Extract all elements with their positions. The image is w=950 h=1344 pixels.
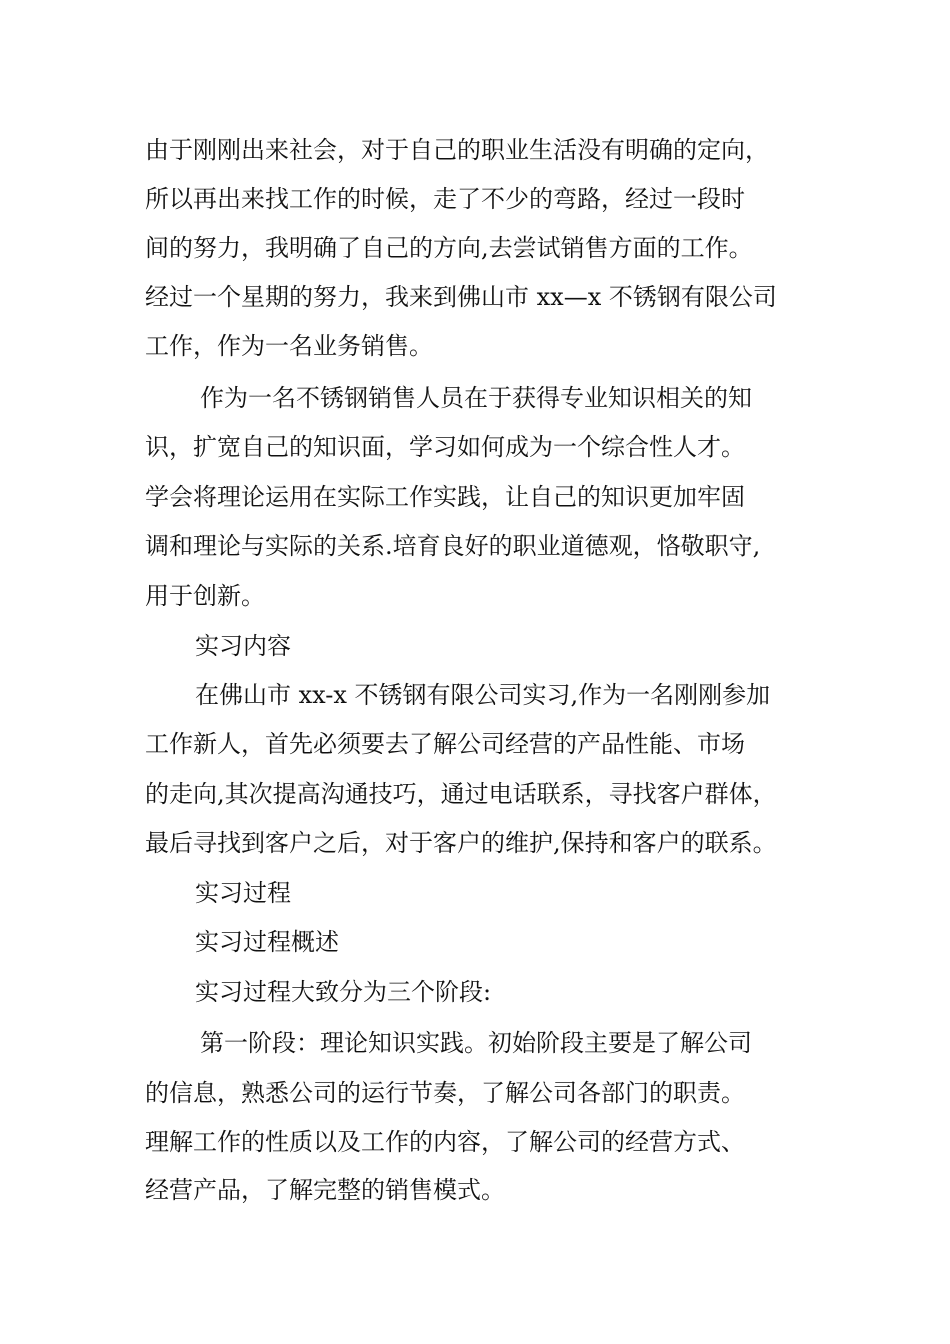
section-heading: 实习过程概述: [195, 928, 339, 956]
text-line: 最后寻找到客户之后，对于客户的维护,保持和客户的联系。: [145, 829, 777, 857]
text-line: 由于刚刚出来社会，对于自己的职业生活没有明确的定向，: [145, 136, 769, 164]
text-line: 的信息，熟悉公司的运行节奏，了解公司各部门的职责。: [145, 1079, 745, 1107]
text-line: 经过一个星期的努力，我来到佛山市 xx—x 不锈钢有限公司: [145, 283, 777, 311]
text-line: 实习过程大致分为三个阶段:: [195, 978, 492, 1006]
text-line: 工作新人，首先必须要去了解公司经营的产品性能、市场: [145, 730, 745, 758]
text-line: 的走向,其次提高沟通技巧，通过电话联系，寻找客户群体，: [145, 780, 777, 808]
text-line: 所以再出来找工作的时候，走了不少的弯路，经过一段时: [145, 185, 745, 213]
text-line: 工作，作为一名业务销售。: [145, 332, 433, 360]
text-line: 在佛山市 xx-x 不锈钢有限公司实习,作为一名刚刚参加: [195, 681, 771, 709]
section-heading: 实习内容: [195, 632, 291, 660]
text-line: 用于创新。: [145, 582, 265, 610]
section-heading: 实习过程: [195, 879, 291, 907]
text-line: 识，扩宽自己的知识面，学习如何成为一个综合性人才。: [145, 433, 745, 461]
text-line: 学会将理论运用在实际工作实践，让自己的知识更加牢固: [145, 483, 745, 511]
text-line: 间的努力，我明确了自己的方向,去尝试销售方面的工作。: [145, 234, 753, 262]
text-line: 调和理论与实际的关系.培育良好的职业道德观，恪敬职守,: [145, 532, 761, 560]
text-line: 经营产品，了解完整的销售模式。: [145, 1176, 505, 1204]
text-line: 第一阶段：理论知识实践。初始阶段主要是了解公司: [200, 1029, 752, 1057]
text-line: 理解工作的性质以及工作的内容，了解公司的经营方式、: [145, 1128, 745, 1156]
text-line: 作为一名不锈钢销售人员在于获得专业知识相关的知: [200, 384, 752, 412]
